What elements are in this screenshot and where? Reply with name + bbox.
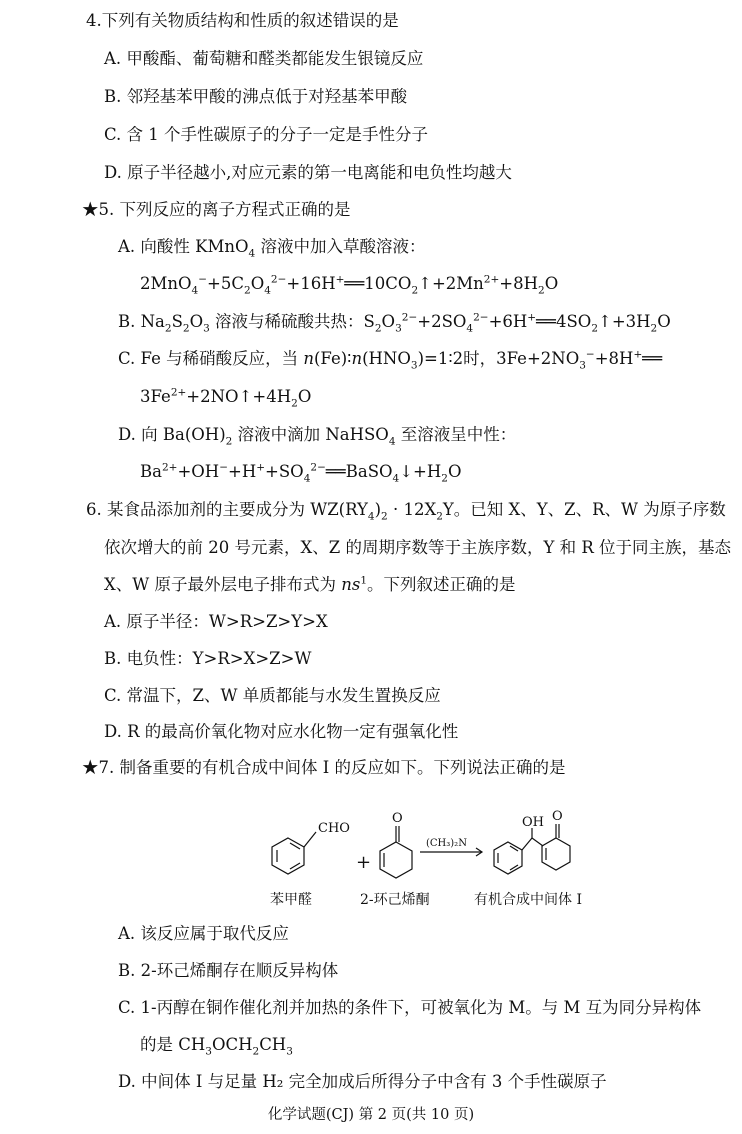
q6-stem-line-3: X、W 原子最外层电子排布式为 $ns^1$。下列叙述正确的是 [104, 574, 516, 594]
q7-option-c-line-1: C. 1-丙醇在铜作催化剂并加热的条件下，可被氧化为 M。与 M 互为同分异构体 [118, 998, 702, 1017]
q5-option-c: C. Fe 与稀硝酸反应，当 $n(Fe)∶n(HNO_3)=1∶2$时，$3Fe+2NO_3^-+8H^+══$ [118, 348, 663, 372]
q6-stem-line-2: 依次增大的前 20 号元素，X、Z 的周期序数等于主族序数，Y 和 R 位于同主族，基态 [104, 538, 731, 557]
intermediate-label: 有机合成中间体 Ⅰ [474, 892, 582, 908]
q4-stem: 4.下列有关物质结构和性质的叙述错误的是 [86, 11, 399, 30]
q5-option-a-equation: $2MnO_4^-+5C_2O_4^{2-}+16H^+══10CO_2↑+2Mn^{2+}+8H_2O$ [140, 273, 559, 297]
q6-option-c: C. 常温下，Z、W 单质都能与水发生置换反应 [104, 686, 441, 705]
product-o-label: O [552, 809, 563, 824]
q4-option-a: A. 甲酸酯、葡萄糖和醛类都能发生银镜反应 [104, 49, 424, 68]
page-footer: 化学试题(CJ) 第 2 页(共 10 页) [267, 1107, 475, 1123]
q7-option-c-line-2: 的是 $CH_3OCH_2CH_3$ [140, 1035, 293, 1058]
reaction-scheme-drawing [260, 808, 600, 918]
q7-stem: ★7. 制备重要的有机合成中间体 Ⅰ 的反应如下。下列说法正确的是 [82, 758, 566, 777]
reagent-label: (CH₃)₂N [426, 838, 467, 849]
q5-option-d: D. 向 $Ba(OH)_2$ 溶液中滴加 NaHSO$_4$ 至溶液呈中性： [118, 425, 517, 448]
q5-option-c-equation: $3Fe^{2+}+2NO↑+4H_2O$ [140, 386, 312, 410]
plus-sign: + [356, 852, 372, 873]
q5-stem: ★5. 下列反应的离子方程式正确的是 [82, 200, 351, 219]
q6-option-a: A. 原子半径：W>R>Z>Y>X [104, 612, 328, 631]
q6-option-d: D. R 的最高价氧化物对应水化物一定有强氧化性 [104, 722, 459, 741]
q7-option-d: D. 中间体 Ⅰ 与足量 H₂ 完全加成后所得分子中含有 3 个手性碳原子 [118, 1072, 607, 1091]
cho-label: CHO [318, 821, 350, 836]
benzaldehyde-label: 苯甲醛 [270, 892, 312, 908]
q5-option-b: B. $Na_2S_2O_3$ 溶液与稀硫酸共热：$S_2O_3^{2-}+2SO_4^{2-}+6H^+══4SO_2↑+3H_2O$ [118, 311, 671, 335]
cyclohexenone-label: 2-环己烯酮 [360, 892, 430, 908]
q6-stem-line-1: 6. 某食品添加剂的主要成分为 $WZ(RY_4)_2 \cdot 12X_2Y$。已知 X、Y、Z、R、W 为原子序数 [86, 500, 726, 523]
q4-option-b: B. 邻羟基苯甲酸的沸点低于对羟基苯甲酸 [104, 87, 408, 106]
cyclohexenone-ring [380, 842, 412, 878]
q7-option-b: B. 2-环己烯酮存在顺反异构体 [118, 961, 339, 980]
q5-option-a: A. 向酸性 KMnO$_4$ 溶液中加入草酸溶液： [118, 237, 426, 260]
q4-option-d: D. 原子半径越小,对应元素的第一电离能和电负性均越大 [104, 163, 512, 182]
q6-option-b: B. 电负性：Y>R>X>Z>W [104, 649, 312, 668]
q7-option-a: A. 该反应属于取代反应 [118, 924, 289, 943]
reaction-scheme [260, 808, 600, 918]
oh-label: OH [522, 815, 544, 830]
q5-option-d-equation: $Ba^{2+}+OH^-+H^++SO_4^{2-}══BaSO_4↓+H_2O$ [140, 461, 462, 485]
carbonyl-o-label: O [392, 811, 403, 826]
q4-option-c: C. 含 1 个手性碳原子的分子一定是手性分子 [104, 125, 429, 144]
